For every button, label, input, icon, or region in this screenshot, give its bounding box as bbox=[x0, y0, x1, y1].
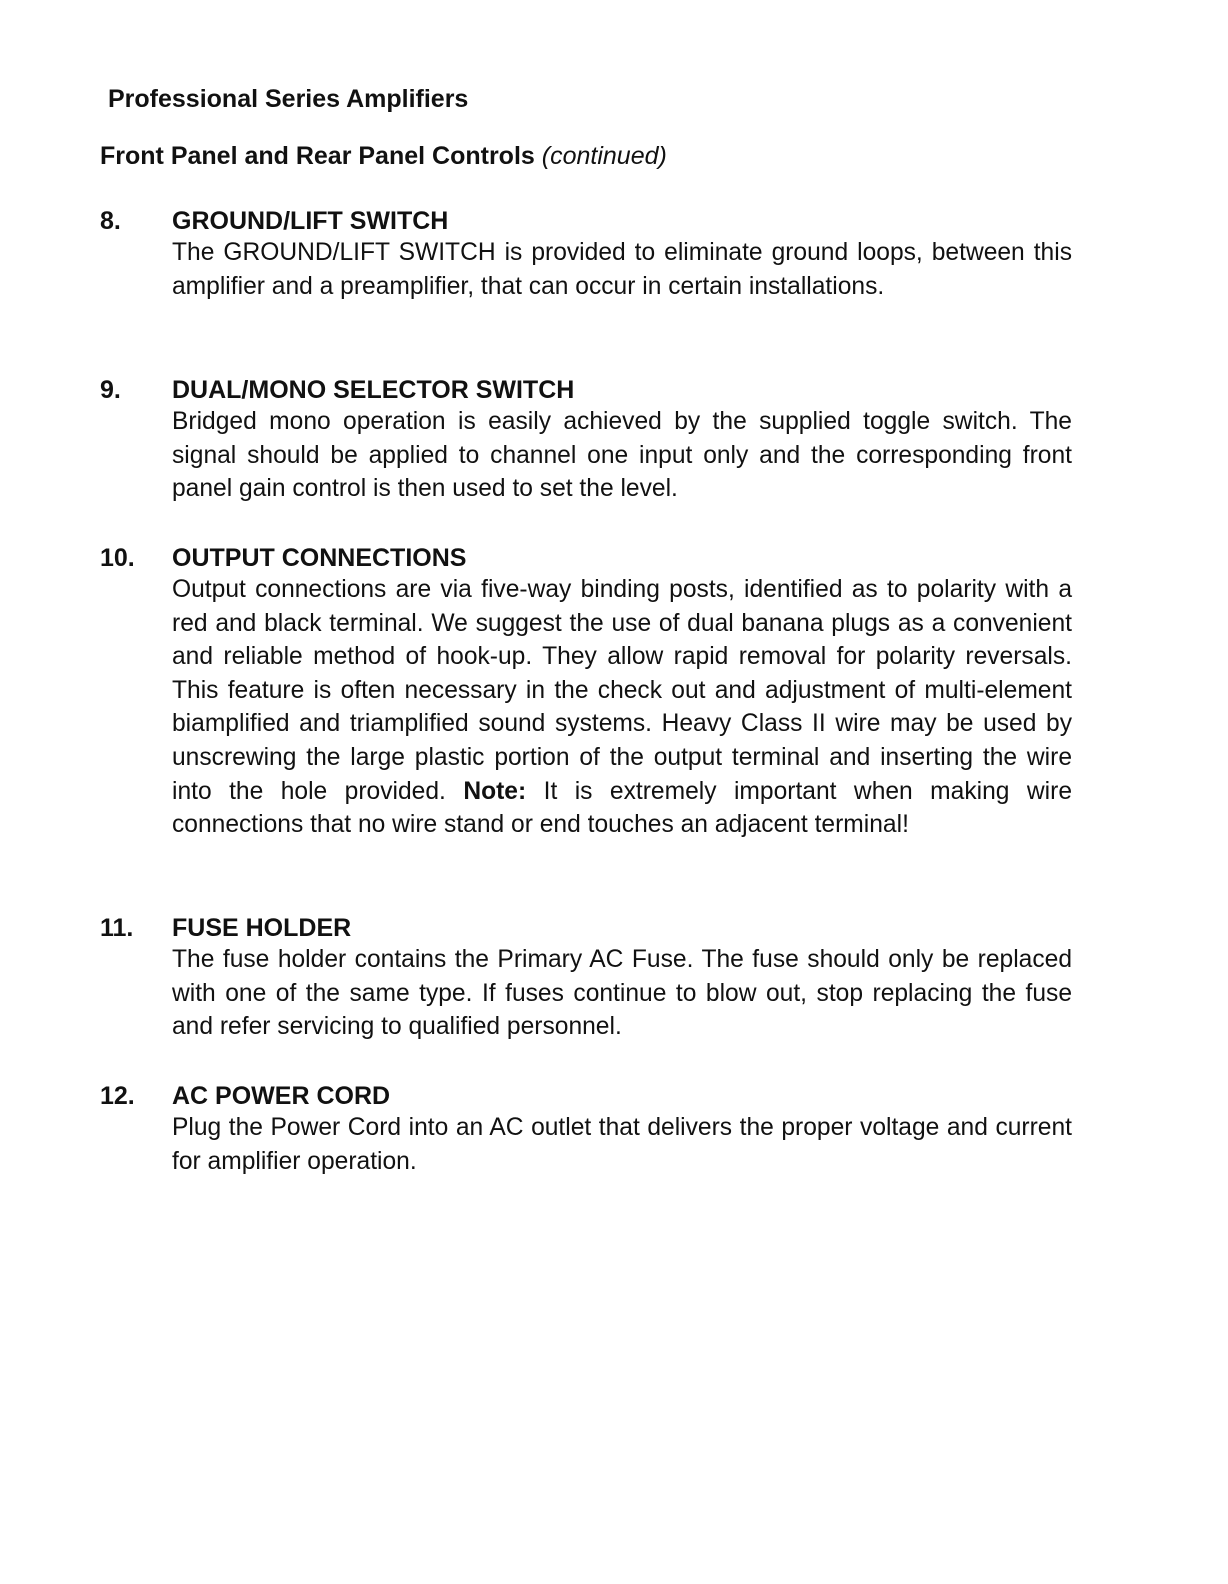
item-title: FUSE HOLDER bbox=[172, 914, 352, 942]
list-item-dual-mono-selector-switch bbox=[100, 375, 1072, 506]
list-item-fuse-holder bbox=[100, 913, 1072, 1044]
item-body: The GROUND/LIFT SWITCH is provided to eliminate ground loops, between this amplifier and a preamplifier, that can occur in certain installations. bbox=[172, 239, 1072, 300]
list-item-output-connections bbox=[100, 543, 1072, 842]
item-number: 12. bbox=[100, 1082, 135, 1110]
item-body-text: Output connections are via five-way binding posts, identified as to polarity with a red and black terminal. We suggest the use of dual banana plugs as a convenient and reliable method of hook-up. They allow rapid removal for polarity reversals. This feature is often necessary in the check out and adjustment of multi-element biamplified and triamplified sound systems. Heavy Class II wire may be used by unscrewing the large plastic portion of the output terminal and inserting the wire into the hole provided. bbox=[172, 576, 1072, 805]
item-body: The fuse holder contains the Primary AC Fuse. The fuse should only be replaced with one of the same type. If fuses continue to blow out, stop replacing the fuse and refer servicing to qualified personnel. bbox=[172, 946, 1072, 1041]
item-number: 10. bbox=[100, 544, 135, 572]
note-text: It is extremely important when making wire connections that no wire stand or end touches an adjacent terminal! bbox=[172, 777, 1072, 839]
item-body: Bridged mono operation is easily achieved by the supplied toggle switch. The signal should be applied to channel one input only and the corresponding front panel gain control is then used to set the level. bbox=[172, 408, 1072, 503]
list-item-ac-power-cord bbox=[100, 1081, 1072, 1178]
document-title: Professional Series Amplifiers bbox=[108, 85, 469, 113]
item-body: Plug the Power Cord into an AC outlet that delivers the proper voltage and current for amplifier operation. bbox=[172, 1114, 1072, 1175]
item-title: OUTPUT CONNECTIONS bbox=[172, 544, 467, 572]
item-title: DUAL/MONO SELECTOR SWITCH bbox=[172, 376, 575, 404]
item-number: 9. bbox=[100, 376, 121, 404]
section-heading-suffix: (continued) bbox=[541, 142, 667, 170]
item-number: 11. bbox=[100, 914, 134, 942]
note-label: Note: bbox=[463, 777, 527, 805]
section-heading bbox=[100, 141, 667, 171]
item-body bbox=[172, 573, 1072, 842]
section-heading-text: Front Panel and Rear Panel Controls bbox=[100, 142, 535, 170]
item-number: 8. bbox=[100, 207, 121, 235]
list-item-ground-lift-switch bbox=[100, 206, 1072, 303]
item-title: AC POWER CORD bbox=[172, 1082, 391, 1110]
item-title: GROUND/LIFT SWITCH bbox=[172, 207, 449, 235]
